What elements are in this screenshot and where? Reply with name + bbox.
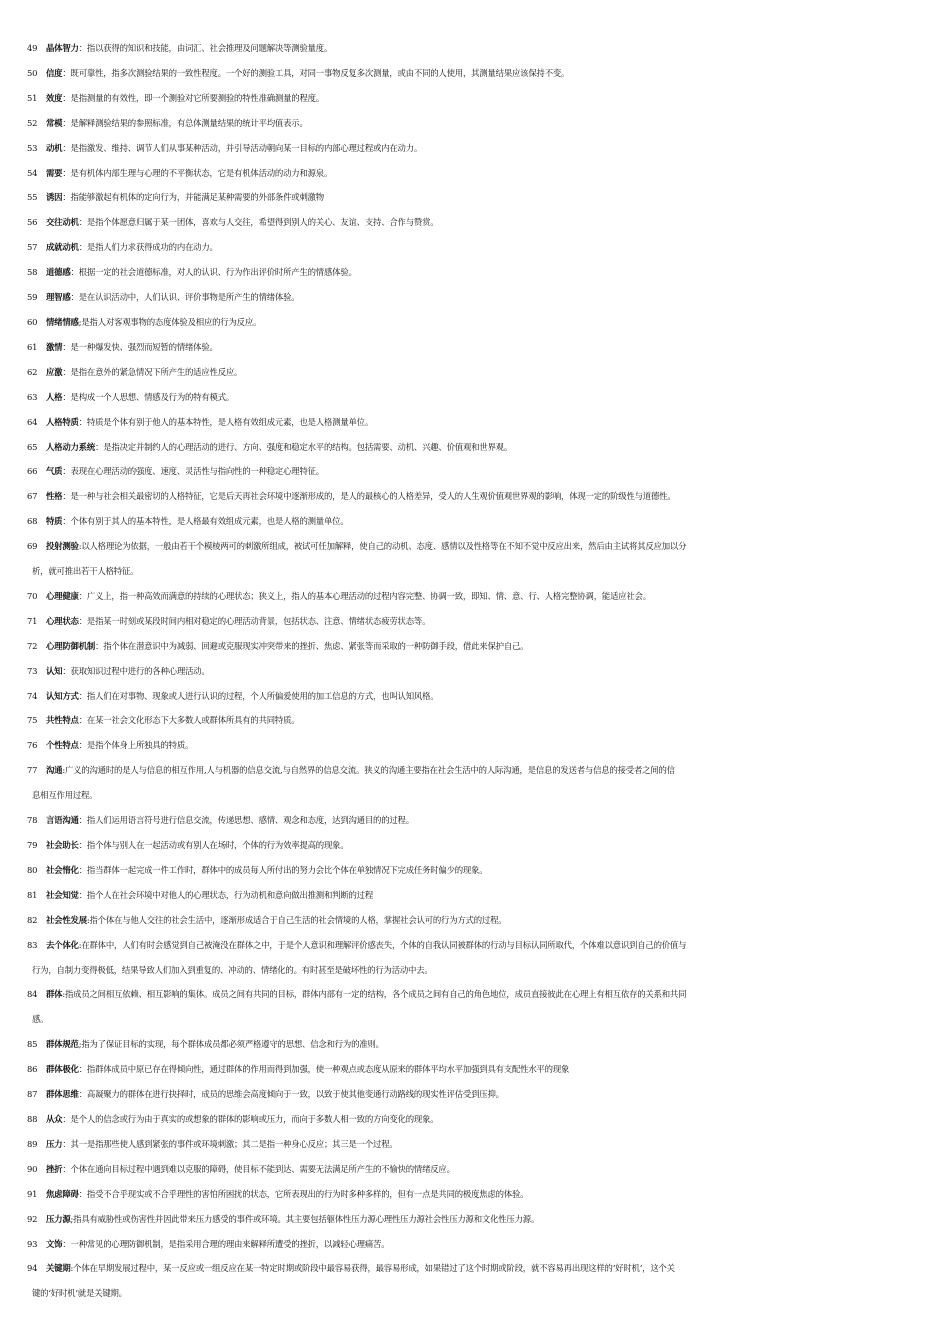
- definition-entry: [0, 933, 950, 983]
- entry-definition: 表现在心理活动的强度、速度、灵活性与指向性的一种稳定心理特征。: [70, 466, 324, 477]
- entry-term: 共性特点: [46, 715, 79, 726]
- entry-number: 76: [27, 740, 38, 751]
- entry-definition: 是一种爆发快、强烈而短暂的情绪体验。: [70, 341, 218, 352]
- entry-number: 51: [27, 92, 38, 103]
- entry-separator: ：: [62, 167, 71, 178]
- entry-term: 人格特质: [46, 416, 79, 427]
- entry-definition: 是指决定并制约人的心理活动的进行、方向、强度和稳定水平的结构。包括需要、动机、兴趣、价值观和世界观。: [103, 441, 512, 452]
- entry-term: 常模: [46, 117, 63, 128]
- definition-entry: [0, 684, 950, 709]
- entry-definition: 指人们运用语言符号进行信息交流，传递思想、感情、观念和态度，达到沟通目的的过程。: [86, 815, 414, 826]
- definition-entry: [0, 459, 950, 484]
- entry-number: 66: [27, 466, 38, 477]
- definition-entry: [0, 235, 950, 260]
- entry-number: 53: [27, 142, 38, 153]
- entry-definition: 指具有威胁性或伤害性并因此带来压力感受的事件或环境。其主要包括躯体性压力源心理性压力源社会性压力源和文化性压力源。: [73, 1213, 540, 1224]
- entry-term: 社会惰化: [46, 864, 79, 875]
- entry-definition-continued: 行为，自制力变得极低，结果导致人们加入到重复的、冲动的、情绪化的。有时甚至是破坏性的行为活动中去。: [32, 964, 433, 975]
- entry-term: 性格: [46, 491, 63, 502]
- entry-definition: 是在认识活动中，人们认识、评价事物是所产生的情绪体验。: [78, 292, 300, 303]
- entry-definition: 个体在早期发展过程中，某一反应或一组反应在某一特定时期或阶段中最容易获得，最容易形成，如果错过了这个时期或阶段，就不容易再出现这样的‘好时机’，这个关: [73, 1263, 675, 1274]
- definition-entry: [0, 161, 950, 186]
- entry-definition: 指个体在与他人交往的社会生活中，逐渐形成适合于自己生活的社会情境的人格，掌握社会认可的行为方式的过程。: [89, 914, 507, 925]
- entry-separator: ：: [70, 292, 79, 303]
- definition-entry: [0, 982, 950, 1032]
- entry-definition: 是指人们力求获得成功的内在动力。: [86, 242, 218, 253]
- definition-entry: [0, 659, 950, 684]
- entry-separator: :: [62, 989, 65, 1000]
- entry-separator: ：: [62, 67, 71, 78]
- entry-number: 75: [27, 715, 38, 726]
- entry-number: 82: [27, 914, 38, 925]
- entry-definition: 根据一定的社会道德标准，对人的认识、行为作出评价时所产生的情感体验。: [78, 267, 357, 278]
- entry-separator: ：: [78, 815, 87, 826]
- entry-separator: ;: [78, 1039, 82, 1050]
- entry-term: 心理状态: [46, 615, 79, 626]
- entry-term: 挫折: [46, 1163, 63, 1174]
- entry-separator: ：: [70, 267, 79, 278]
- entry-definition-continued: 息相互作用过程。: [32, 790, 98, 801]
- entry-separator: ：: [62, 466, 71, 477]
- entry-definition: 指当群体一起完成一件工作时，群体中的成员每人所付出的努力会比个体在单独情况下完成任务时偏少的现象。: [86, 864, 488, 875]
- definition-entry: [0, 584, 950, 609]
- entry-definition: 获取知识过程中进行的各种心理活动。: [70, 665, 210, 676]
- entry-definition: 既可靠性，指多次测验结果的一致性程度。一个好的测验工具，对同一事物反复多次测量，或由不同的人使用，其测量结果应该保持不变。: [70, 67, 570, 78]
- entry-definition: 指个体与别人在一起活动或有别人在场时，个体的行为效率提高的现象。: [86, 840, 349, 850]
- entry-definition: 是一种与社会相关最密切的人格特征，它是后天再社会环境中逐渐形成的，是人的最核心的人格差异，受人的人生观价值观世界观的影响，体现一定的阶级性与道德性。: [70, 491, 676, 502]
- entry-separator: ：: [95, 441, 104, 452]
- entry-definition: 广义的沟通时的是人与信息的相互作用,人与机器的信息交流,与自然界的信息交流。狭义的沟通主要指在社会生活中的人际沟通，是信息的发送者与信息的接受者之间的信: [64, 765, 675, 776]
- entry-number: 93: [27, 1238, 38, 1249]
- entry-definition: 是指人对客观事物的态度体验及相应的行为反应。: [81, 316, 262, 327]
- entry-term: 情绪情感: [46, 316, 79, 327]
- entry-term: 诱因: [46, 192, 63, 203]
- entry-number: 54: [27, 167, 38, 178]
- entry-number: 58: [27, 267, 38, 278]
- entry-separator: ：: [78, 43, 87, 53]
- entry-separator: ：: [78, 615, 87, 626]
- entry-term: 人格动力系统: [46, 441, 96, 452]
- entry-number: 56: [27, 217, 38, 228]
- entry-separator: ：: [62, 1113, 71, 1124]
- entry-definition: 是指个体愿意归属于某一团体，喜欢与人交往，希望得到别人的关心、友谊、支持、合作与赞赏。: [86, 217, 439, 228]
- entry-separator: ：: [78, 690, 87, 701]
- entry-term: 群体规范: [46, 1039, 79, 1050]
- entry-definition: 指为了保证目标的实现，每个群体成员都必须严格遵守的思想、信念和行为的准则。: [81, 1039, 384, 1050]
- definition-entry: [0, 435, 950, 460]
- entry-number: 50: [27, 67, 38, 78]
- entry-term: 社会性发展: [46, 914, 87, 925]
- entry-definition: 是指某一时刻或某段时间内相对稳定的心理活动背景，包括状态、注意、情绪状态疲劳状态等。: [86, 615, 431, 626]
- entry-number: 64: [27, 416, 38, 427]
- entry-separator: ：: [78, 416, 87, 427]
- definition-entry: [0, 260, 950, 285]
- entry-definition: 指群体成员中原已存在得倾向性，通过群体的作用而得到加强，使一种观点或态度从原来的群体平均水平加强到具有支配性水平的现象: [86, 1064, 570, 1075]
- entry-term: 应激: [46, 366, 63, 377]
- entry-term: 关键期: [46, 1263, 71, 1274]
- entry-number: 77: [27, 765, 38, 776]
- definition-entry: [0, 61, 950, 86]
- definition-entry: [0, 86, 950, 111]
- entry-term: 言语沟通: [46, 815, 79, 826]
- entry-definition: 是有机体内部生理与心理的不平衡状态，它是有机体活动的动力和源泉。: [70, 167, 333, 178]
- entry-number: 92: [27, 1213, 38, 1224]
- entry-number: 61: [27, 341, 38, 352]
- entry-term: 成就动机: [46, 242, 79, 253]
- entry-term: 气质: [46, 466, 63, 477]
- definition-entry: [0, 1207, 950, 1232]
- entry-term: 社会助长: [46, 840, 79, 850]
- entry-separator: ：: [62, 491, 71, 502]
- entry-number: 67: [27, 491, 38, 502]
- entry-number: 78: [27, 815, 38, 826]
- definition-entry: [0, 883, 950, 908]
- entry-separator: ;: [70, 1213, 74, 1224]
- entry-term: 交往动机: [46, 217, 79, 228]
- entry-separator: ：: [78, 590, 87, 601]
- entry-separator: ：: [62, 391, 71, 402]
- entry-definition: 其一是指那些使人感到紧张的事件或环境刺激；其二是指一种身心反应；其三是一个过程。: [70, 1138, 398, 1149]
- entry-definition: 是解释测验结果的参照标准，有总体测量结果的统计平均值表示。: [70, 117, 308, 128]
- entry-separator: ：: [62, 516, 71, 527]
- entry-separator: ：: [78, 1089, 87, 1100]
- entry-term: 社会知觉: [46, 889, 79, 900]
- definition-entry: [0, 758, 950, 808]
- entry-separator: ：: [62, 366, 71, 377]
- entry-number: 49: [27, 43, 38, 53]
- definition-entry: [0, 484, 950, 509]
- definition-entry: [0, 858, 950, 883]
- entry-term: 晶体智力: [46, 43, 79, 53]
- entry-definition: 广义上，指一种高效而满意的持续的心理状态；狭义上，指人的基本心理活动的过程内容完整、协调一致，即知、情、意、行、人格完整协调，能适应社会。: [86, 590, 651, 601]
- entry-number: 83: [27, 939, 38, 950]
- entry-term: 需要: [46, 167, 63, 178]
- entry-term: 压力: [46, 1138, 63, 1149]
- entry-separator: ：: [62, 142, 71, 153]
- entry-number: 68: [27, 516, 38, 527]
- entry-term: 动机: [46, 142, 63, 153]
- definition-entry: [0, 634, 950, 659]
- entry-number: 57: [27, 242, 38, 253]
- definition-entry: [0, 36, 950, 61]
- entry-separator: ：: [62, 1163, 71, 1174]
- entry-term: 群体: [46, 989, 63, 1000]
- definition-entry: [0, 808, 950, 833]
- definition-entry: [0, 1057, 950, 1082]
- entry-term: 理智感: [46, 292, 71, 303]
- definition-entry: [0, 410, 950, 435]
- entry-separator: ：: [78, 840, 87, 850]
- entry-term: 压力源: [46, 1213, 71, 1224]
- entry-separator: :: [78, 541, 82, 552]
- entry-definition: 是指测量的有效性，即一个测验对它所要测验的特性准确测量的程度。: [70, 92, 324, 103]
- entry-separator: ：: [62, 665, 71, 676]
- entry-definition: 特质是个体有别于他人的基本特性，是人格有效组成元素，也是人格测量单位。: [86, 416, 374, 427]
- entry-term: 投射测验: [46, 541, 79, 552]
- definition-entry: [0, 833, 950, 858]
- entry-definition: 是构成一个人思想、情感及行为的特有模式。: [70, 391, 235, 402]
- entry-term: 文饰: [46, 1238, 63, 1249]
- entry-definition: 指个人在社会环境中对他人的心理状态，行为动机和意向做出推测和判断的过程: [86, 889, 374, 900]
- entry-separator: ;: [78, 316, 82, 327]
- entry-separator: ：: [78, 864, 87, 875]
- entry-definition: 是指个体身上所独具的特质。: [86, 740, 194, 751]
- entry-definition: 指个体在潜意识中为减弱、回避或克服现实冲突带来的挫折、焦虑、紧张等而采取的一种防御手段，借此来保护自己。: [103, 640, 529, 651]
- definition-entry: [0, 111, 950, 136]
- entry-number: 87: [27, 1089, 38, 1100]
- entry-separator: ：: [62, 117, 71, 128]
- entry-definition: 指成员之间相互依赖、相互影响的集体。成员之间有共同的目标，群体内部有一定的结构，各个成员之间有自己的角色地位，成员直接彼此在心理上有相互依存的关系和共同: [64, 989, 687, 1000]
- entry-number: 80: [27, 864, 38, 875]
- entry-number: 88: [27, 1113, 38, 1124]
- definition-entry: [0, 534, 950, 584]
- entry-term: 道德感: [46, 267, 71, 278]
- entry-definition: 在某一社会文化形态下大多数人或群体所具有的共同特质。: [86, 715, 300, 726]
- definition-entry: [0, 385, 950, 410]
- definition-entry: [0, 509, 950, 534]
- definition-entry: [0, 285, 950, 310]
- entry-separator: ：: [62, 192, 71, 203]
- entry-separator: :: [70, 1263, 74, 1274]
- entry-number: 86: [27, 1064, 38, 1075]
- entry-term: 信度: [46, 67, 63, 78]
- entry-definition: 指能够激起有机体的定向行为，并能满足某种需要的外部条件或刺激物: [70, 192, 324, 203]
- entry-definition: 个体有别于其人的基本特性，是人格最有效组成元素，也是人格的测量单位。: [70, 516, 349, 527]
- definition-entry: [0, 1107, 950, 1132]
- definition-entry: [0, 210, 950, 235]
- entry-term: 焦虑障碍: [46, 1188, 79, 1199]
- entry-separator: ：: [78, 715, 87, 726]
- entry-number: 55: [27, 192, 38, 203]
- entry-term: 认知方式: [46, 690, 79, 701]
- entry-term: 人格: [46, 391, 63, 402]
- entry-number: 71: [27, 615, 38, 626]
- definition-entry: [0, 185, 950, 210]
- entry-number: 69: [27, 541, 38, 552]
- entry-separator: ：: [95, 640, 104, 651]
- entry-separator: ：: [62, 1238, 71, 1249]
- entry-number: 60: [27, 316, 38, 327]
- entry-number: 94: [27, 1263, 38, 1274]
- definition-entry: [0, 1032, 950, 1057]
- entry-term: 特质: [46, 516, 63, 527]
- entry-term: 从众: [46, 1113, 63, 1124]
- definition-entry: [0, 335, 950, 360]
- entry-term: 群体思维: [46, 1089, 79, 1100]
- entry-term: 个性特点: [46, 740, 79, 751]
- entry-separator: ：: [78, 1188, 87, 1199]
- entry-number: 85: [27, 1039, 38, 1050]
- entry-term: 效度: [46, 92, 63, 103]
- entry-number: 52: [27, 117, 38, 128]
- entry-number: 91: [27, 1188, 38, 1199]
- entry-definition: 以人格理论为依据，一般由若干个模棱两可的刺激所组成，被试可任加解释，使自己的动机、态度、感情以及性格等在不知不觉中反应出来，然后由主试将其反应加以分: [81, 541, 687, 552]
- entry-number: 62: [27, 366, 38, 377]
- entry-definition-continued: 感。: [32, 1014, 49, 1025]
- entry-separator: ：: [78, 889, 87, 900]
- entry-term: 心理健康: [46, 590, 79, 601]
- entry-definition-continued: 析，就可推出若干人格特征。: [32, 566, 139, 577]
- entry-definition-continued: 键的‘好时机’就是关键期。: [32, 1288, 127, 1299]
- entry-definition: 是个人的信念或行为由于真实的或想象的群体的影响或压力，而向于多数人相一致的方向变化的现象。: [70, 1113, 439, 1124]
- definition-entry: [0, 1182, 950, 1207]
- definition-entry: [0, 1157, 950, 1182]
- entry-separator: :: [78, 939, 82, 950]
- entry-number: 63: [27, 391, 38, 402]
- definition-entry: [0, 1082, 950, 1107]
- entry-separator: ：: [78, 242, 87, 253]
- entry-number: 89: [27, 1138, 38, 1149]
- entry-number: 73: [27, 665, 38, 676]
- definition-entry: [0, 1132, 950, 1157]
- entry-definition: 在群体中，人们有时会感觉到自己被淹没在群体之中，于是个人意识和理解评价感丧失，个体的自我认同被群体的行动与目标认同所取代，个体难以意识到自己的价值与: [81, 939, 687, 950]
- entry-separator: ：: [62, 92, 71, 103]
- entry-definition: 是指激发、维持、调节人们从事某种活动，并引导活动朝向某一目标的内部心理过程或内在动力。: [70, 142, 423, 153]
- entry-term: 沟通: [46, 765, 63, 776]
- entry-definition: 是指在意外的紧急情况下所产生的适应性反应。: [70, 366, 243, 377]
- entry-number: 79: [27, 840, 38, 850]
- entry-separator: ：: [78, 1064, 87, 1075]
- definition-entry: [0, 310, 950, 335]
- definition-entry: [0, 908, 950, 933]
- entry-number: 74: [27, 690, 38, 701]
- entry-definition: 个体在通向目标过程中遇到难以克服的障碍，使目标不能到达、需要无法满足所产生的不愉快的情绪反应。: [70, 1163, 455, 1174]
- entry-number: 59: [27, 292, 38, 303]
- definition-entry: [0, 708, 950, 733]
- definition-entry: [0, 136, 950, 161]
- definition-entry: [0, 609, 950, 634]
- entry-definition: 指以获得的知识和技能，由词汇、社会推理及问题解决等测验量度。: [86, 43, 333, 53]
- entry-separator: ：: [62, 341, 71, 352]
- definition-entry: [0, 733, 950, 758]
- entry-separator: ：: [62, 1138, 71, 1149]
- document-body: [0, 36, 950, 1306]
- entry-number: 84: [27, 989, 38, 1000]
- entry-definition: 指受不合乎现实或不合乎理性的害怕所困扰的状态，它所表现出的行为时多种多样的，但有一点是共同的极度焦虑的体验。: [86, 1188, 529, 1199]
- entry-definition: 高凝聚力的群体在进行抉择时，成员的思维会高度倾向于一致，以致于使其他变通行动路线的现实性评估受到压抑。: [86, 1089, 504, 1100]
- entry-number: 70: [27, 590, 38, 601]
- entry-term: 心理防御机制: [46, 640, 96, 651]
- entry-term: 群体极化: [46, 1064, 79, 1075]
- entry-number: 72: [27, 640, 38, 651]
- definition-entry: [0, 360, 950, 385]
- entry-definition: 一种常见的心理防御机制，是指采用合理的理由来解释所遭受的挫折，以减轻心理痛苦。: [70, 1238, 390, 1249]
- entry-separator: ：: [78, 740, 87, 751]
- definition-entry: [0, 1256, 950, 1306]
- entry-separator: :: [62, 765, 65, 776]
- entry-number: 65: [27, 441, 38, 452]
- entry-term: 认知: [46, 665, 63, 676]
- entry-number: 81: [27, 889, 38, 900]
- entry-separator: :: [86, 914, 90, 925]
- entry-separator: ：: [78, 217, 87, 228]
- definition-entry: [0, 1232, 950, 1257]
- entry-term: 激情: [46, 341, 63, 352]
- entry-term: 去个体化: [46, 939, 79, 950]
- entry-definition: 指人们在对事物、现象或人进行认识的过程，个人所偏爱使用的加工信息的方式，也叫认知风格。: [86, 690, 439, 701]
- entry-number: 90: [27, 1163, 38, 1174]
